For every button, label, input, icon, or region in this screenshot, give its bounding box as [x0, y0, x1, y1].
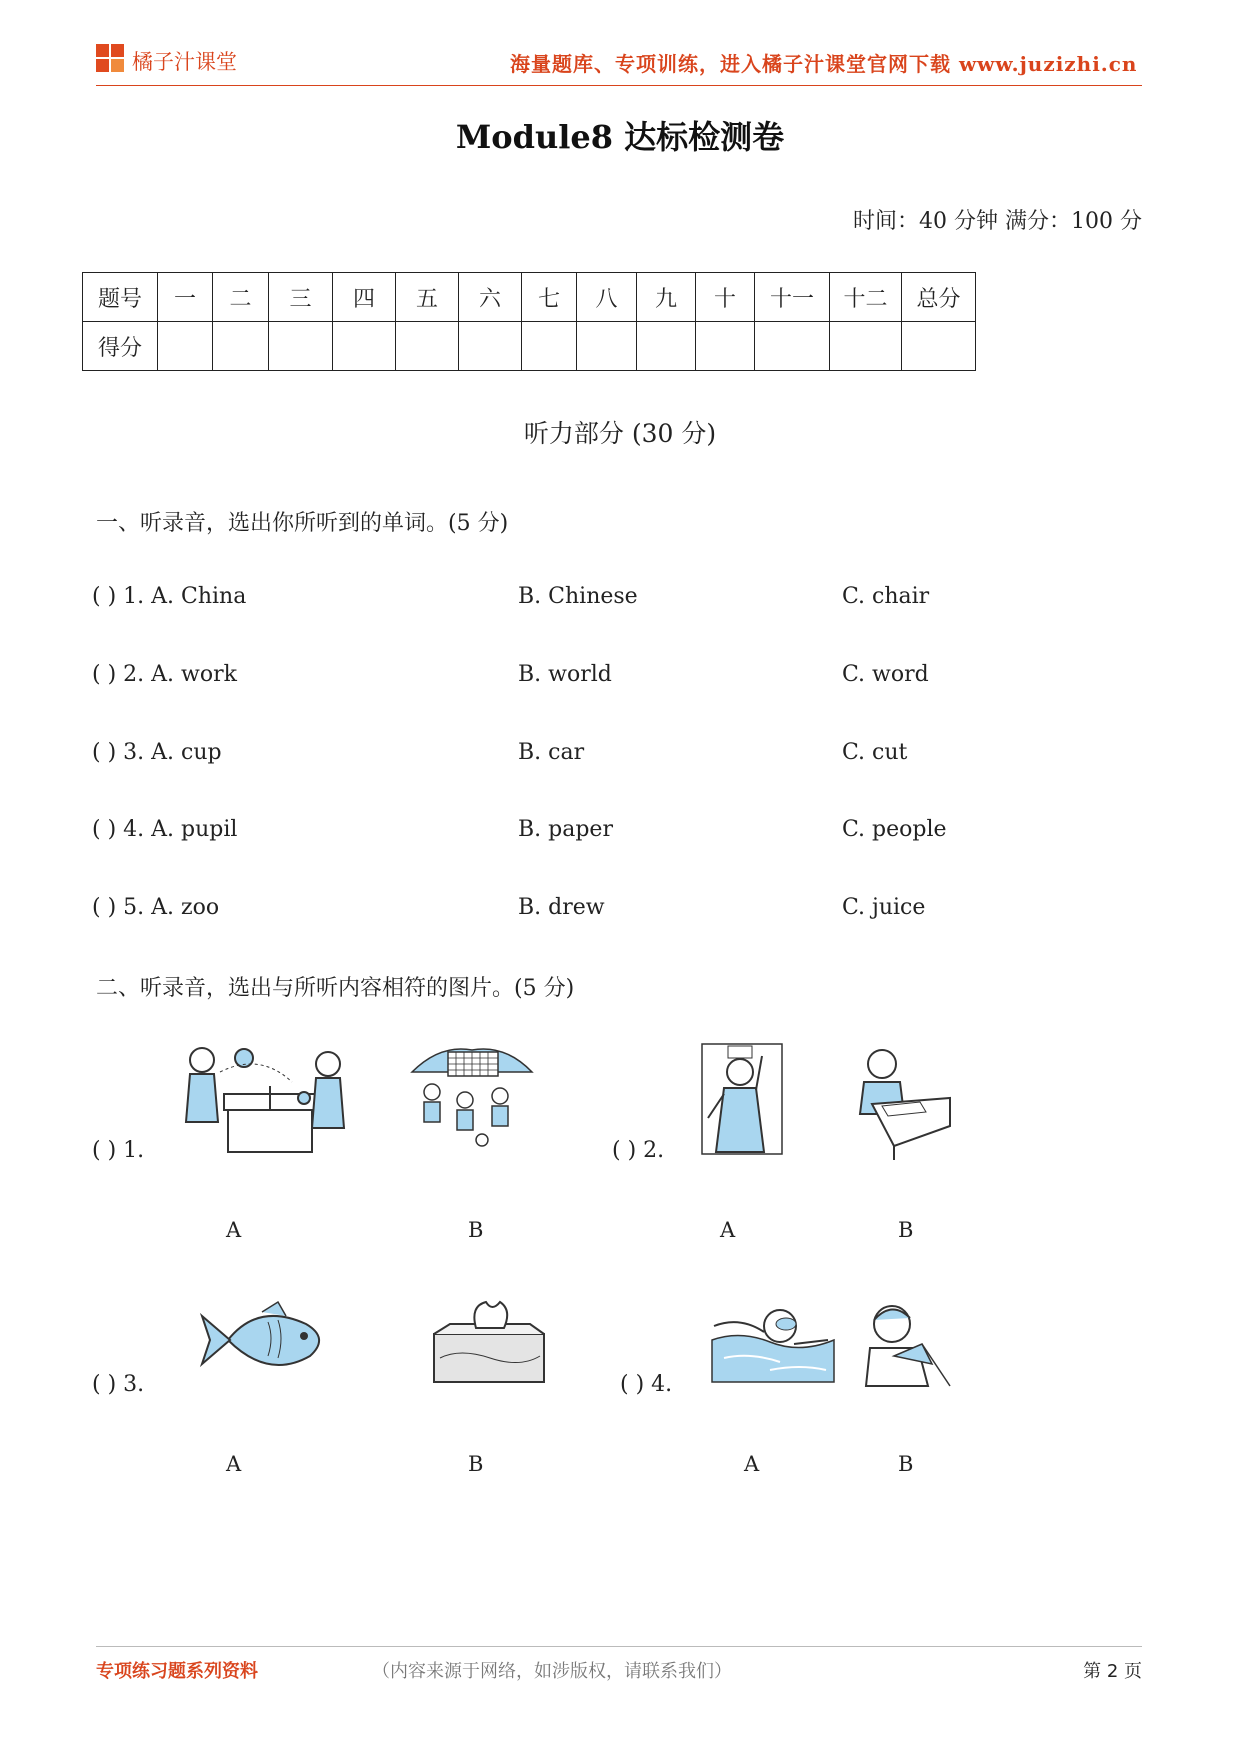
picture-question-3[interactable]: ( ) 3. [92, 1372, 145, 1397]
score-cell[interactable] [459, 322, 522, 371]
table-cell: 总分 [902, 273, 976, 322]
question-4-a[interactable]: ( ) 4. A. pupil [92, 817, 238, 842]
question-1-c[interactable]: C. chair [842, 584, 930, 609]
footer-divider [96, 1646, 1142, 1647]
table-cell: 八 [577, 273, 637, 322]
table-cell: 四 [333, 273, 396, 322]
part2-heading: 二、听录音，选出与所听内容相符的图片。(5 分) [96, 976, 575, 1001]
table-cell: 六 [459, 273, 522, 322]
score-table [82, 272, 976, 371]
page-title: Module8 达标检测卷 [455, 118, 785, 156]
table-cell: 十一 [755, 273, 830, 322]
question-2-a[interactable]: ( ) 2. A. work [92, 662, 237, 687]
logo-icon [96, 44, 126, 74]
question-4-b[interactable]: B. paper [518, 817, 613, 842]
score-cell[interactable] [902, 322, 976, 371]
question-3-c[interactable]: C. cut [842, 740, 908, 765]
score-cell[interactable] [213, 322, 269, 371]
question-4-c[interactable]: C. people [842, 817, 947, 842]
ping-pong-picture-icon[interactable] [180, 1042, 360, 1157]
score-cell[interactable] [637, 322, 696, 371]
footer-copyright: （内容来源于网络，如涉版权，请联系我们） [372, 1661, 732, 1682]
table-cell: 十 [696, 273, 755, 322]
option-label-a: A [744, 1452, 760, 1476]
page-number: 第 2 页 [1083, 1661, 1142, 1682]
table-cell: 十二 [830, 273, 902, 322]
option-label-b: B [898, 1452, 914, 1476]
option-label-b: B [468, 1218, 484, 1242]
score-cell[interactable] [522, 322, 577, 371]
question-1-a[interactable]: ( ) 1. A. China [92, 584, 247, 609]
score-cell[interactable] [333, 322, 396, 371]
fish-picture-icon[interactable] [198, 1298, 333, 1383]
score-cell[interactable] [830, 322, 902, 371]
section-heading-listening: 听力部分 (30 分) [523, 419, 717, 448]
question-3-a[interactable]: ( ) 3. A. cup [92, 740, 222, 765]
option-label-b: B [898, 1218, 914, 1242]
tissue-box-picture-icon[interactable] [430, 1298, 550, 1393]
header-slogan: 海量题库、专项训练，进入橘子汁课堂官网下载 www.juzizhi.cn [510, 52, 1138, 76]
girl-reading-picture-icon[interactable] [842, 1042, 957, 1162]
table-cell: 七 [522, 273, 577, 322]
option-label-a: A [720, 1218, 736, 1242]
boy-eating-picture-icon[interactable] [862, 1298, 957, 1388]
football-picture-icon[interactable] [410, 1042, 535, 1157]
brand-name: 橘子汁课堂 [132, 50, 237, 74]
picture-question-1[interactable]: ( ) 1. [92, 1138, 145, 1163]
score-cell[interactable] [577, 322, 637, 371]
picture-question-2[interactable]: ( ) 2. [612, 1138, 665, 1163]
exam-info: 时间：40 分钟 满分：100 分 [853, 209, 1142, 234]
table-cell: 一 [158, 273, 213, 322]
score-cell[interactable] [696, 322, 755, 371]
table-cell: 五 [396, 273, 459, 322]
option-label-b: B [468, 1452, 484, 1476]
question-1-b[interactable]: B. Chinese [518, 584, 638, 609]
score-cell[interactable] [755, 322, 830, 371]
option-label-a: A [226, 1452, 242, 1476]
table-cell: 题号 [83, 273, 158, 322]
question-5-c[interactable]: C. juice [842, 895, 926, 920]
score-cell[interactable] [158, 322, 213, 371]
footer-series: 专项练习题系列资料 [96, 1661, 258, 1682]
score-cell[interactable] [269, 322, 333, 371]
question-5-b[interactable]: B. drew [518, 895, 605, 920]
swimming-picture-icon[interactable] [710, 1300, 836, 1385]
option-label-a: A [226, 1218, 242, 1242]
question-2-c[interactable]: C. word [842, 662, 929, 687]
table-cell: 二 [213, 273, 269, 322]
table-cell: 九 [637, 273, 696, 322]
question-3-b[interactable]: B. car [518, 740, 585, 765]
score-table-score-row [83, 322, 976, 371]
girl-at-board-picture-icon[interactable] [700, 1042, 785, 1162]
question-2-b[interactable]: B. world [518, 662, 612, 687]
table-cell: 得分 [83, 322, 158, 371]
picture-question-4[interactable]: ( ) 4. [620, 1372, 673, 1397]
table-cell: 三 [269, 273, 333, 322]
question-5-a[interactable]: ( ) 5. A. zoo [92, 895, 220, 920]
header-divider [96, 85, 1142, 86]
part1-heading: 一、听录音，选出你所听到的单词。(5 分) [96, 511, 509, 536]
score-table-header-row [83, 273, 976, 322]
score-cell[interactable] [396, 322, 459, 371]
